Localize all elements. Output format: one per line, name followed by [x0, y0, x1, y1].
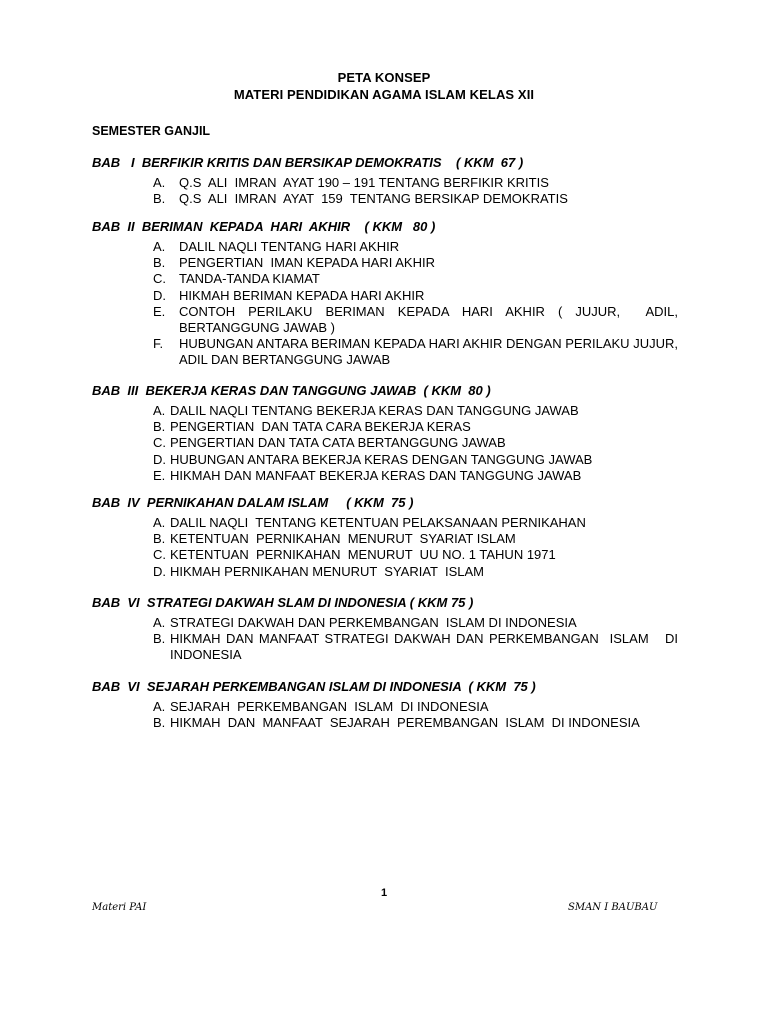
list-item-letter: B. — [153, 191, 166, 207]
list-item-text: Q.S ALI IMRAN AYAT 159 TENTANG BERSIKAP DEMOKRATIS — [179, 191, 568, 207]
list-item-text: HUBUNGAN ANTARA BERIMAN KEPADA HARI AKHIR DENGAN PERILAKU JUJUR, ADIL DAN BERTANGGUNG JAWAB — [179, 336, 681, 368]
list-item — [153, 271, 678, 287]
list-item-letter: E. — [153, 303, 166, 319]
page-number: 1 — [380, 887, 388, 899]
list-item-letter: C. — [153, 547, 166, 563]
list-item-letter: B. — [153, 715, 166, 731]
list-item-text: PENGERTIAN DAN TATA CARA BEKERJA KERAS — [170, 419, 471, 435]
chapter-item-list — [153, 615, 682, 664]
list-item — [153, 564, 678, 580]
list-item — [153, 255, 678, 271]
chapter-section — [92, 218, 682, 369]
list-item — [153, 403, 678, 419]
chapter-heading: BAB I BERFIKIR KRITIS DAN BERSIKAP DEMOKRATIS ( KKM 67 ) — [92, 155, 524, 170]
list-item — [153, 419, 678, 435]
list-item-text: PENGERTIAN DAN TATA CATA BERTANGGUNG JAWAB — [170, 435, 506, 451]
chapter-section — [92, 678, 678, 731]
chapter-section — [92, 154, 678, 207]
list-item-text: HUBUNGAN ANTARA BEKERJA KERAS DENGAN TANGGUNG JAWAB — [170, 451, 593, 467]
list-item-text: HIKMAH PERNIKAHAN MENURUT SYARIAT ISLAM — [170, 563, 484, 579]
list-item-letter: A. — [153, 403, 166, 418]
list-item — [153, 288, 678, 304]
list-item — [153, 715, 678, 731]
list-item-letter: A. — [153, 175, 166, 190]
chapter-heading: BAB III BEKERJA KERAS DAN TANGGUNG JAWAB ( KKM 80 ) — [92, 383, 491, 398]
list-item-letter: A. — [153, 699, 166, 714]
list-item — [153, 175, 678, 191]
list-item-letter: B. — [153, 531, 166, 547]
list-item-text: PENGERTIAN IMAN KEPADA HARI AKHIR — [179, 255, 435, 271]
list-item-letter: F. — [153, 336, 164, 352]
list-item-text: CONTOH PERILAKU BERIMAN KEPADA HARI AKHIR ( JUJUR, ADIL, BERTANGGUNG JAWAB ) — [179, 303, 682, 336]
list-item — [153, 615, 678, 631]
list-item-letter: D. — [153, 563, 166, 579]
list-item-text: HIKMAH DAN MANFAAT STRATEGI DAKWAH DAN PERKEMBANGAN ISLAM DI INDONESIA — [170, 631, 682, 663]
chapter-heading: BAB VI SEJARAH PERKEMBANGAN ISLAM DI INDONESIA ( KKM 75 ) — [92, 679, 536, 694]
list-item — [153, 515, 678, 531]
list-item-text: KETENTUAN PERNIKAHAN MENURUT UU NO. 1 TAHUN 1971 — [170, 547, 556, 563]
chapter-section — [92, 594, 682, 664]
chapter-item-list — [153, 175, 678, 207]
list-item-text: HIKMAH DAN MANFAAT SEJARAH PEREMBANGAN ISLAM DI INDONESIA — [170, 715, 640, 731]
list-item-letter: D. — [153, 451, 166, 467]
list-item-text: Q.S ALI IMRAN AYAT 190 – 191 TENTANG BERFIKIR KRITIS — [179, 175, 549, 190]
list-item-text: TANDA-TANDA KIAMAT — [179, 271, 320, 287]
list-item-text: SEJARAH PERKEMBANGAN ISLAM DI INDONESIA — [170, 699, 489, 714]
list-item — [153, 468, 678, 484]
list-item — [153, 336, 681, 368]
list-item-letter: B. — [153, 255, 166, 271]
footer-left-text: Materi PAI — [92, 902, 147, 913]
list-item-text: DALIL NAQLI TENTANG KETENTUAN PELAKSANAAN PERNIKAHAN — [170, 515, 586, 530]
chapter-heading: BAB VI STRATEGI DAKWAH SLAM DI INDONESIA ( KKM 75 ) — [92, 595, 474, 610]
footer-right-text: SMAN I BAUBAU — [568, 902, 658, 913]
list-item — [153, 303, 682, 336]
list-item-text: HIKMAH BERIMAN KEPADA HARI AKHIR — [179, 287, 425, 303]
list-item — [153, 547, 678, 563]
chapter-item-list — [153, 699, 678, 731]
list-item-letter: B. — [153, 419, 166, 435]
chapter-section — [92, 494, 678, 580]
chapter-item-list — [153, 403, 678, 484]
list-item — [153, 452, 678, 468]
list-item-text: DALIL NAQLI TENTANG HARI AKHIR — [179, 239, 400, 254]
list-item — [153, 435, 678, 451]
chapter-heading: BAB II BERIMAN KEPADA HARI AKHIR ( KKM 80 ) — [92, 219, 436, 234]
list-item-text: DALIL NAQLI TENTANG BEKERJA KERAS DAN TANGGUNG JAWAB — [170, 403, 579, 418]
chapter-section — [92, 382, 678, 484]
list-item-letter: C. — [153, 435, 166, 451]
list-item-letter: A. — [153, 515, 166, 530]
list-item-letter: D. — [153, 287, 166, 303]
chapter-heading: BAB IV PERNIKAHAN DALAM ISLAM ( KKM 75 ) — [92, 495, 414, 510]
list-item — [153, 239, 678, 255]
semester-label: SEMESTER GANJIL — [92, 124, 211, 138]
list-item-text: STRATEGI DAKWAH DAN PERKEMBANGAN ISLAM DI INDONESIA — [170, 615, 577, 630]
page-title: PETA KONSEP — [337, 70, 431, 85]
list-item-text: KETENTUAN PERNIKAHAN MENURUT SYARIAT ISLAM — [170, 531, 516, 547]
chapter-item-list — [153, 239, 682, 369]
list-item-text: HIKMAH DAN MANFAAT BEKERJA KERAS DAN TANGGUNG JAWAB — [170, 467, 582, 483]
list-item-letter: A. — [153, 615, 166, 630]
list-item-letter: C. — [153, 271, 166, 287]
chapter-item-list — [153, 515, 678, 580]
list-item-letter: E. — [153, 467, 166, 483]
list-item — [153, 631, 682, 663]
list-item — [153, 531, 678, 547]
list-item-letter: B. — [153, 631, 166, 647]
list-item — [153, 191, 678, 207]
page-subtitle: MATERI PENDIDIKAN AGAMA ISLAM KELAS XII — [233, 87, 535, 102]
list-item — [153, 699, 678, 715]
list-item-letter: A. — [153, 239, 166, 254]
